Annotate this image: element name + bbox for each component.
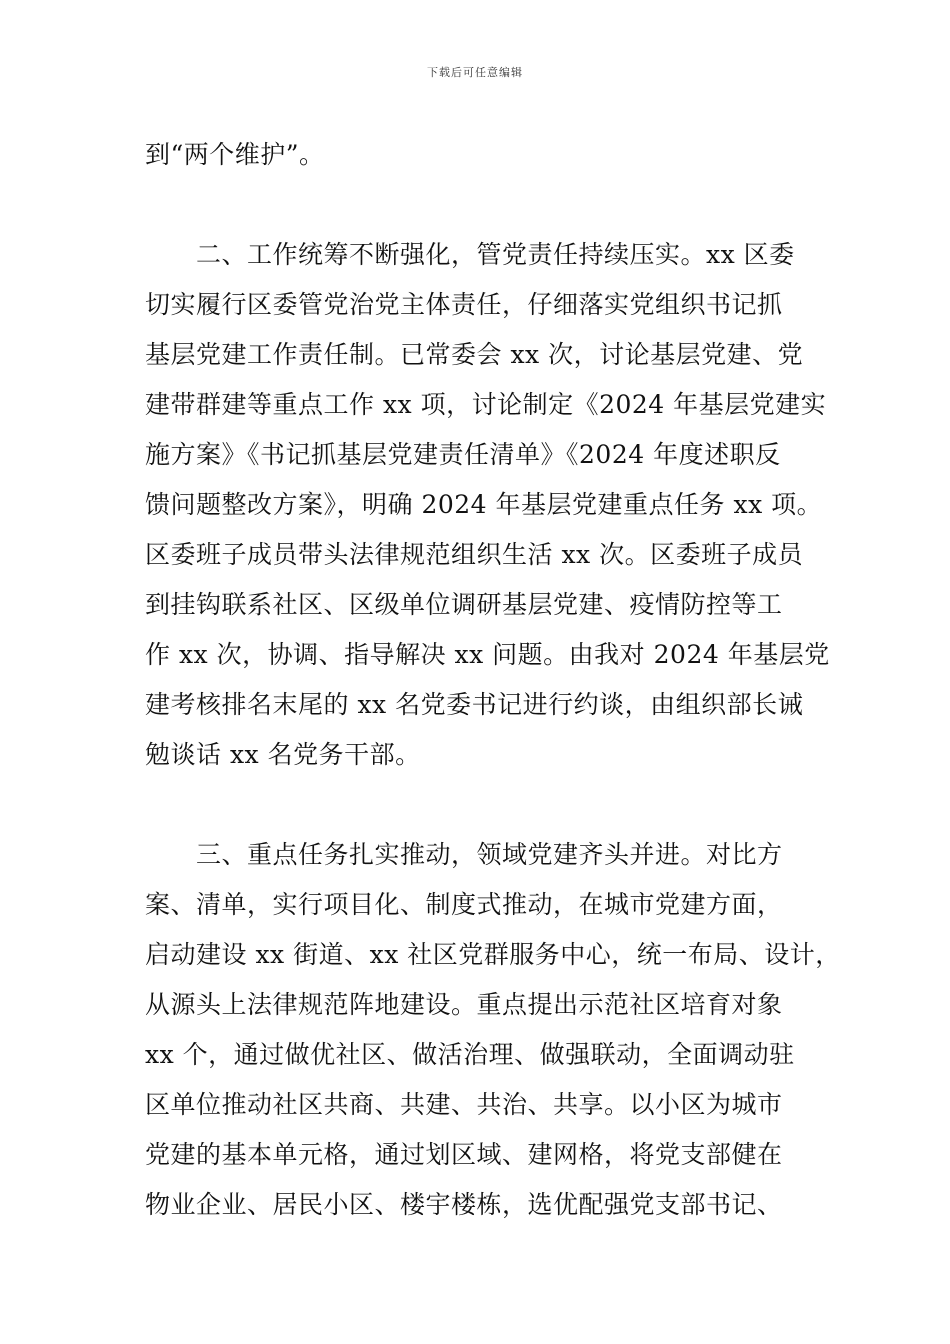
paragraph-section-two xyxy=(145,230,830,780)
text-line: 切实履行区委管党治党主体责任，仔细落实党组织书记抓 xyxy=(145,290,783,319)
text-line: xx 个，通过做优社区、做活治理、做强联动，全面调动驻 xyxy=(145,1040,795,1069)
paragraph-section-three xyxy=(145,830,841,1230)
paragraph-gap xyxy=(145,780,815,830)
text-line: 二、工作统筹不断强化，管党责任持续压实。xx 区委 xyxy=(145,240,795,269)
text-line: 馈问题整改方案》，明确 2024 年基层党建重点任务 xx 项。 xyxy=(145,490,823,519)
header-note: 下载后可任意编辑 xyxy=(427,66,523,79)
text-line: 基层党建工作责任制。已常委会 xx 次，讨论基层党建、党 xyxy=(145,340,804,369)
text-line: 作 xx 次，协调、指导解决 xx 问题。由我对 2024 年基层党 xyxy=(145,640,830,669)
text-line: 到“两个维护”。 xyxy=(145,140,325,169)
text-line: 党建的基本单元格，通过划区域、建网格，将党支部健在 xyxy=(145,1140,783,1169)
text-line: 物业企业、居民小区、楼宇楼栋，选优配强党支部书记、 xyxy=(145,1190,783,1219)
text-line: 到挂钩联系社区、区级单位调研基层党建、疫情防控等工 xyxy=(145,590,783,619)
text-line: 启动建设 xx 街道、xx 社区党群服务中心，统一布局、设计， xyxy=(145,940,841,969)
document-body xyxy=(145,130,841,1230)
text-line: 施方案》《书记抓基层党建责任清单》《2024 年度述职反 xyxy=(145,440,781,469)
text-line: 建考核排名末尾的 xx 名党委书记进行约谈，由组织部长诫 xyxy=(145,690,804,719)
text-line: 区委班子成员带头法律规范组织生活 xx 次。区委班子成员 xyxy=(145,540,804,569)
text-line: 建带群建等重点工作 xx 项，讨论制定《2024 年基层党建实 xyxy=(145,390,827,419)
text-line: 三、重点任务扎实推动，领域党建齐头并进。对比方 xyxy=(145,840,783,869)
paragraph-gap xyxy=(145,180,815,230)
text-line: 从源头上法律规范阵地建设。重点提出示范社区培育对象 xyxy=(145,990,783,1019)
text-line: 案、清单，实行项目化、制度式推动，在城市党建方面， xyxy=(145,890,783,919)
text-line: 区单位推动社区共商、共建、共治、共享。以小区为城市 xyxy=(145,1090,783,1119)
text-line: 勉谈话 xx 名党务干部。 xyxy=(145,740,421,769)
paragraph-continuation xyxy=(145,130,815,180)
